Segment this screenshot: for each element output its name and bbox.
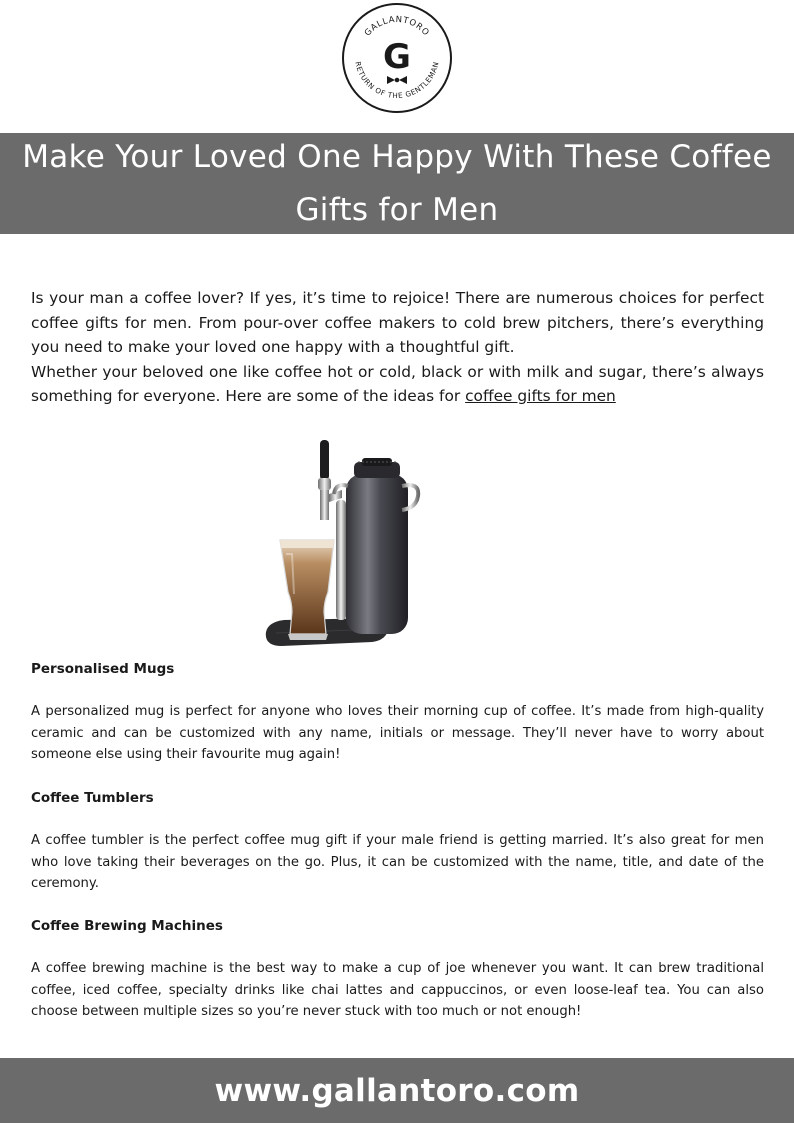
page-title: Make Your Loved One Happy With These Coffee Gifts for Men <box>22 138 772 228</box>
footer-banner <box>0 1058 794 1123</box>
intro-text <box>31 286 764 409</box>
section-body-coffee-brewing-machines: A coffee brewing machine is the best way to make a cup of joe whenever you want. It can brew traditional coffee, iced coffee, specialty drinks like chai lattes and cappuccinos, or even loose-leaf tea. You can also choose between multiple sizes so you’re never stuck with too much or not enough! <box>31 961 764 1019</box>
coffee-gifts-link[interactable]: coffee gifts for men <box>465 387 616 405</box>
intro-paragraph-2-text: Whether your beloved one like coffee hot or cold, black or with milk and sugar, there’s always something for everyone. Here are some of the ideas for <box>31 362 764 405</box>
title-banner <box>0 133 794 234</box>
section-title-personalised-mugs: Personalised Mugs <box>31 661 175 677</box>
section-title-coffee-brewing-machines: Coffee Brewing Machines <box>31 918 223 934</box>
footer-website-url[interactable]: www.gallantoro.com <box>214 1072 580 1109</box>
intro-paragraph-1: Is your man a coffee lover? If yes, it’s time to rejoice! There are numerous choices for perfect coffee gifts for men. From pour-over coffee makers to cold brew pitchers, there’s everything you need to make your loved one happy with a thoughtful gift. <box>31 289 764 356</box>
logo-brand: GALLANTORO <box>362 14 432 39</box>
gallantoro-logo <box>341 2 453 114</box>
section-title-coffee-tumblers: Coffee Tumblers <box>31 790 154 806</box>
section-body-personalised-mugs: A personalized mug is perfect for anyone who loves their morning cup of coffee. It’s made from high-quality ceramic and can be customized with any name, initials or message. They’ll never have to worry about someone else using their favourite mug again! <box>31 704 764 762</box>
section-body-coffee-tumblers: A coffee tumbler is the perfect coffee mug gift if your male friend is getting married. It’s also great for men who love taking their beverages on the go. Plus, it can be customized with the name, title, and date of the ceremony. <box>31 833 764 891</box>
logo-letter: G <box>383 37 411 77</box>
intro-paragraph-2 <box>31 360 764 409</box>
coffee-growler-dispenser-illustration <box>262 434 430 654</box>
logo-tagline: RETURN OF THE GENTLEMAN <box>353 60 441 101</box>
